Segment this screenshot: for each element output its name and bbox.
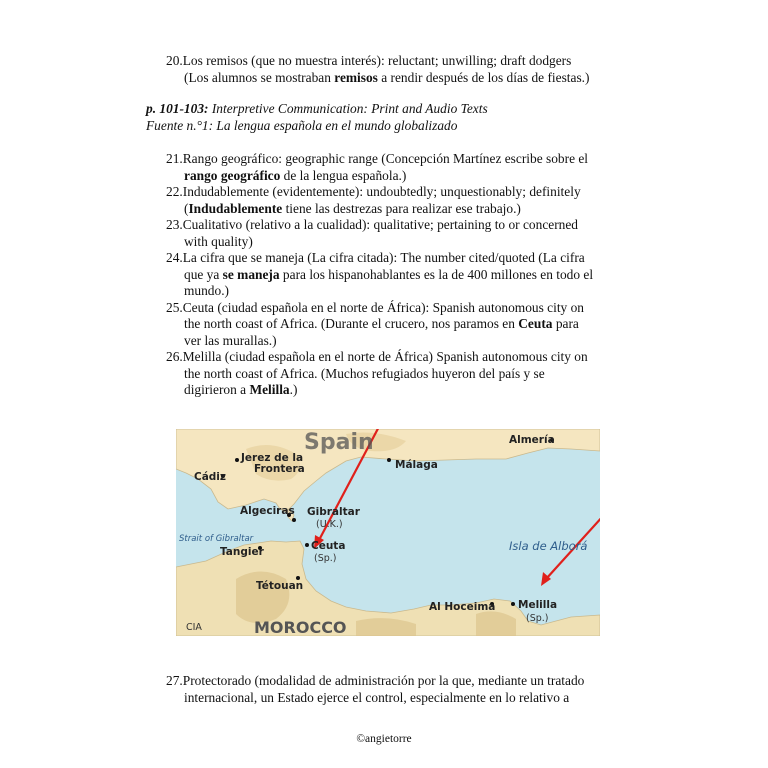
- city-algeciras: Algeciras: [240, 505, 295, 517]
- item-21-line-1: 21.Rango geográfico: geographic range (Concepción Martínez escribe sobre el: [166, 151, 589, 166]
- melilla-dot: [511, 602, 515, 606]
- section-source: Fuente n.°1: La lengua española en el mundo globalizado: [146, 118, 458, 133]
- city-tetouan: Tétouan: [256, 580, 304, 592]
- item-27-line-2: internacional, un Estado ejerce el control, especialmente en lo relativo a: [184, 689, 570, 705]
- item-26-line-1: 26.Melilla (ciudad española en el norte de África) Spanish autonomous city on: [166, 349, 588, 364]
- city-jerez-1: Jerez de la: [241, 452, 304, 464]
- country-label-morocco: MOROCCO: [254, 618, 347, 636]
- item-23-line-1: 23.Cualitativo (relativo a la cualidad): qualitative; pertaining to or concerned: [166, 217, 578, 232]
- city-melilla: Melilla: [518, 599, 558, 611]
- city-ceuta-sub: (Sp.): [314, 553, 337, 564]
- city-alhoceima: Al Hoceima: [429, 601, 496, 613]
- item-24-line-1: 24.La cifra que se maneja (La cifra citada): The number cited/quoted (La cifra: [166, 250, 585, 265]
- item-25-line-2: the north coast of Africa. (Durante el crucero, nos paramos en Ceuta para: [184, 316, 579, 331]
- city-almeria: Almería: [509, 434, 555, 446]
- ceuta-dot: [305, 543, 309, 547]
- city-tangier: Tangier: [220, 546, 264, 558]
- item-26-line-3: digirieron a Melilla.): [184, 382, 298, 397]
- city-malaga: Málaga: [395, 459, 438, 471]
- item-20-line-1: 20.Los remisos (que no muestra interés): reluctant; unwilling; draft dodgers: [166, 53, 572, 68]
- section-heading: p. 101-103: Interpretive Communication: Print and Audio Texts: [146, 101, 488, 116]
- strait-map: [176, 429, 600, 636]
- item-25-line-1: 25.Ceuta (ciudad española en el norte de África): Spanish autonomous city on: [166, 299, 584, 315]
- country-label-spain: Spain: [304, 430, 374, 455]
- city-cadiz: Cádiz: [194, 471, 227, 483]
- item-27-line-1: 27.Protectorado (modalidad de administración por la que, mediante un tratado: [166, 673, 585, 688]
- item-21-line-2: rango geográfico de la lengua española.): [184, 167, 407, 183]
- city-gibraltar-sub: (U.K.): [316, 519, 343, 530]
- item-26-line-2: the north coast of Africa. (Muchos refugiados huyeron del país y se: [184, 365, 545, 381]
- item-23-line-2: with quality): [184, 233, 253, 249]
- city-ceuta: Ceuta: [311, 540, 346, 552]
- item-24-line-3: mundo.): [184, 283, 230, 298]
- city-gibraltar: Gibraltar: [307, 506, 360, 518]
- jerez-dot: [235, 458, 239, 462]
- item-22-line-1: 22.Indudablemente (evidentemente): undoubtedly; unquestionably; definitely: [166, 184, 581, 199]
- city-melilla-sub: (Sp.): [526, 613, 549, 624]
- item-20-line-2: (Los alumnos se mostraban remisos a rendir después de los días de fiestas.): [184, 69, 590, 85]
- malaga-dot: [387, 458, 391, 462]
- strait-label: Strait of Gibraltar: [179, 534, 254, 544]
- item-24-line-2: que ya se maneja para los hispanohablantes es la de 400 millones en todo el: [184, 266, 594, 282]
- map-credit: CIA: [186, 622, 202, 633]
- island-label: Isla de Alborá: [509, 539, 588, 553]
- page-footer: ©angietorre: [356, 733, 412, 745]
- gibraltar-dot: [292, 518, 296, 522]
- item-25-line-3: ver las murallas.): [184, 332, 277, 348]
- item-22-line-2: (Indudablemente tiene las destrezas para realizar ese trabajo.): [184, 200, 521, 216]
- city-jerez-2: Frontera: [254, 463, 305, 475]
